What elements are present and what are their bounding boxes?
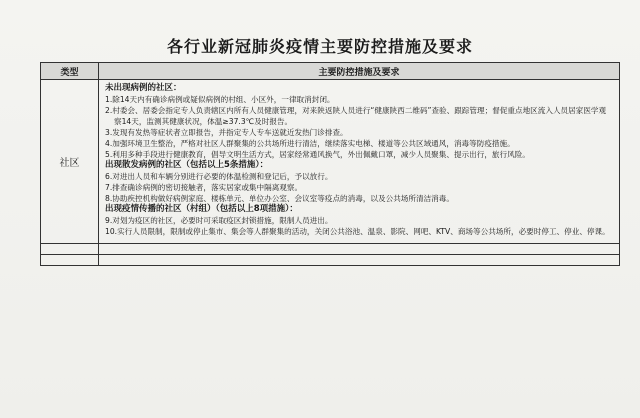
header-type: 类型 bbox=[41, 63, 99, 80]
table-header-row bbox=[41, 63, 620, 80]
faded-row bbox=[41, 255, 620, 266]
type-cell: 社区 bbox=[41, 80, 99, 244]
measures-cell bbox=[99, 80, 620, 244]
list-item: 10.实行人员限制，限制或停止集市、集会等人群聚集的活动，关闭公共浴池、温泉、影院、网吧、KTV、商场等公共场所，必要时停工、停业、停课。 bbox=[105, 227, 610, 236]
header-measures: 主要防控措施及要求 bbox=[99, 63, 620, 80]
list-item: 4.加强环境卫生整治，严格对社区人群聚集的公共场所进行清洁，继续落实电梯、楼道等公共区域通风，消毒等防疫措施。 bbox=[105, 139, 515, 148]
section-heading: 出现疫情传播的社区（村组）（包括以上8项措施）： bbox=[105, 204, 298, 214]
table-row bbox=[41, 80, 620, 244]
section-heading: 出现散发病例的社区（包括以上5条措施）： bbox=[105, 160, 269, 170]
list-item: 5.利用多种手段进行健康教育，倡导文明生活方式，居家经常通风换气，外出佩戴口罩，减少人员聚集、提示出行，旅行风险。 bbox=[105, 150, 530, 159]
list-item: 8.协助疾控机构做好病例家庭、楼栋单元、单位办公室、会议室等疫点的消毒，以及公共场所清洁消毒。 bbox=[105, 194, 454, 203]
list-item: 7.排查确诊病例的密切接触者，落实居家或集中隔离观察。 bbox=[105, 183, 303, 192]
list-item: 6.对进出人员和车辆分别进行必要的体温检测和登记后，予以放行。 bbox=[105, 172, 333, 181]
list-item: 2.村委会、居委会指定专人负责辖区内所有人员健康管理，对来陕返陕人员进行“健康陕西二维码”查验、跟踪管理；督促重点地区流入人员居家医学观察14天，监测其健康状况，体温≥37.3℃及时报告。 bbox=[105, 106, 607, 126]
measures-table bbox=[40, 62, 620, 266]
list-item: 3.发现有发热等症状者立即报告，并指定专人专车送就近发热门诊排查。 bbox=[105, 128, 348, 137]
document-title: 各行业新冠肺炎疫情主要防控措施及要求 bbox=[166, 37, 473, 56]
list-item: 9.对划为疫区的社区，必要时可采取疫区封锁措施，限制人员进出。 bbox=[105, 216, 333, 225]
faded-row bbox=[41, 244, 620, 255]
list-item: 1.除14天内有确诊病例或疑似病例的村组、小区外，一律取消封闭。 bbox=[105, 95, 335, 104]
section-heading: 未出现病例的社区： bbox=[105, 83, 182, 93]
